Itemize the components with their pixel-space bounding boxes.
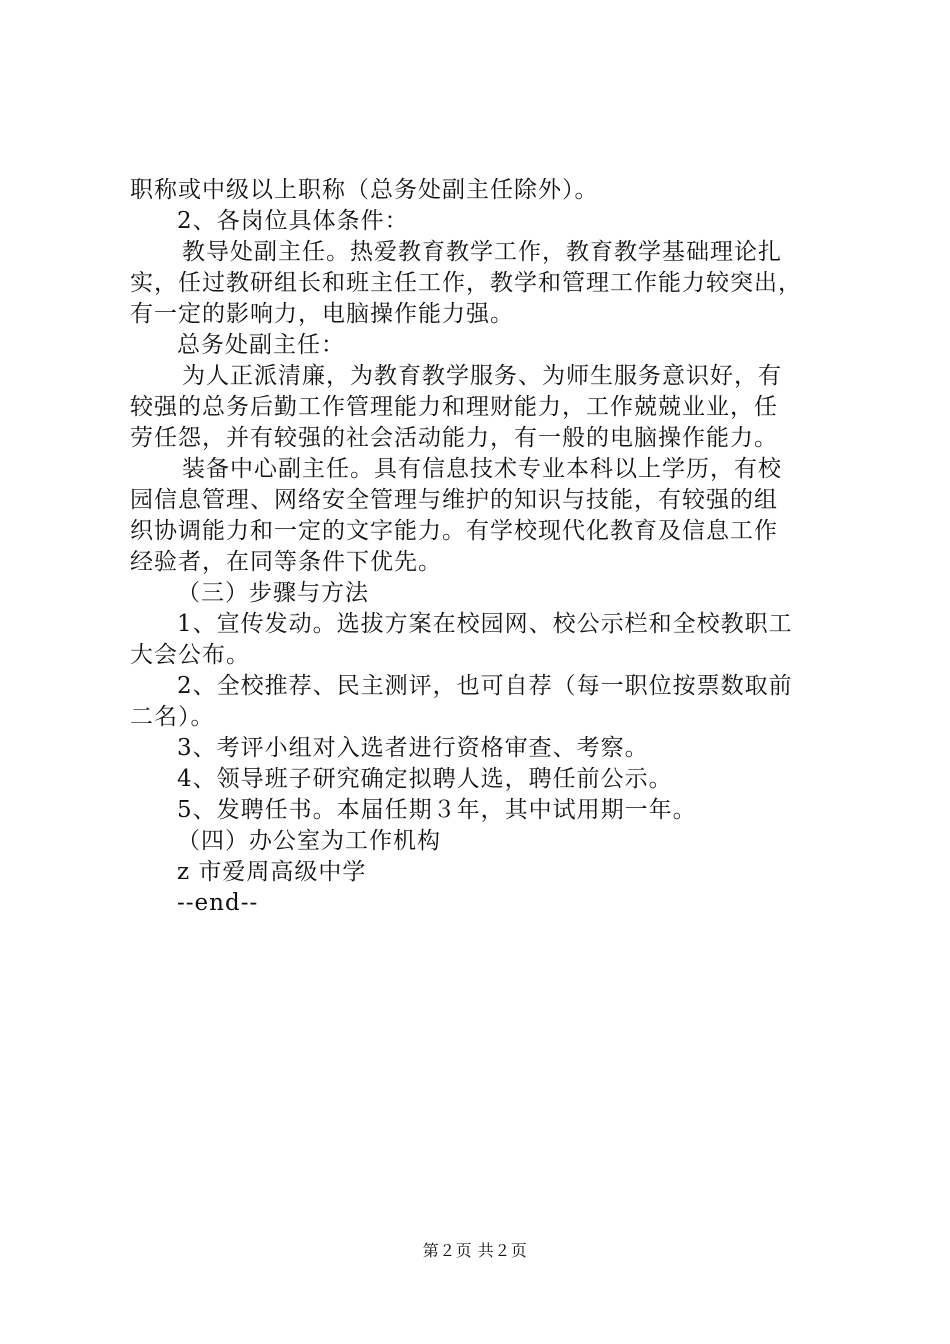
text-line: 园信息管理、网络安全管理与维护的知识与技能，有较强的组 bbox=[130, 487, 778, 513]
text-line: 5、发聘任书。本届任期３年，其中试用期一年。 bbox=[177, 797, 697, 823]
text-line: 3、考评小组对入选者进行资格审查、考察。 bbox=[177, 735, 649, 761]
text-line: 二名）。 bbox=[130, 704, 215, 730]
text-line: 职称或中级以上职称（总务处副主任除外）。 bbox=[130, 177, 599, 203]
text-line: 为人正派清廉，为教育教学服务、为师生服务意识好，有 bbox=[182, 363, 782, 389]
section-heading: （四）办公室为工作机构 bbox=[177, 828, 441, 854]
text-line: 织协调能力和一定的文字能力。有学校现代化教育及信息工作 bbox=[130, 518, 778, 544]
text-line: 2、全校推荐、民主测评，也可自荐（每一职位按票数取前 bbox=[177, 673, 793, 699]
school-name: z 市爱周高级中学 bbox=[177, 859, 367, 885]
section-heading: （三）步骤与方法 bbox=[177, 580, 369, 606]
text-line: 劳任怨，并有较强的社会活动能力，有一般的电脑操作能力。 bbox=[130, 425, 778, 451]
text-line: 较强的总务后勤工作管理能力和理财能力，工作兢兢业业，任 bbox=[130, 394, 778, 420]
text-line: 2、各岗位具体条件： bbox=[177, 208, 409, 234]
text-line: 实，任过教研组长和班主任工作，教学和管理工作能力较突出， bbox=[130, 270, 802, 296]
text-line: 总务处副主任： bbox=[177, 332, 345, 358]
text-line: 有一定的影响力，电脑操作能力强。 bbox=[130, 301, 514, 327]
text-line: 经验者，在同等条件下优先。 bbox=[130, 549, 442, 575]
text-line: 教导处副主任。热爱教育教学工作，教育教学基础理论扎 bbox=[182, 239, 782, 265]
text-line: 装备中心副主任。具有信息技术专业本科以上学历，有校 bbox=[182, 456, 782, 482]
text-line: 大会公布。 bbox=[130, 642, 250, 668]
text-line: 4、领导班子研究确定拟聘人选，聘任前公示。 bbox=[177, 766, 673, 792]
page-footer: 第２页 共２页 bbox=[422, 1241, 528, 1260]
end-marker: --end-- bbox=[177, 890, 259, 916]
text-line: 1、宣传发动。选拔方案在校园网、校公示栏和全校教职工 bbox=[177, 611, 793, 637]
